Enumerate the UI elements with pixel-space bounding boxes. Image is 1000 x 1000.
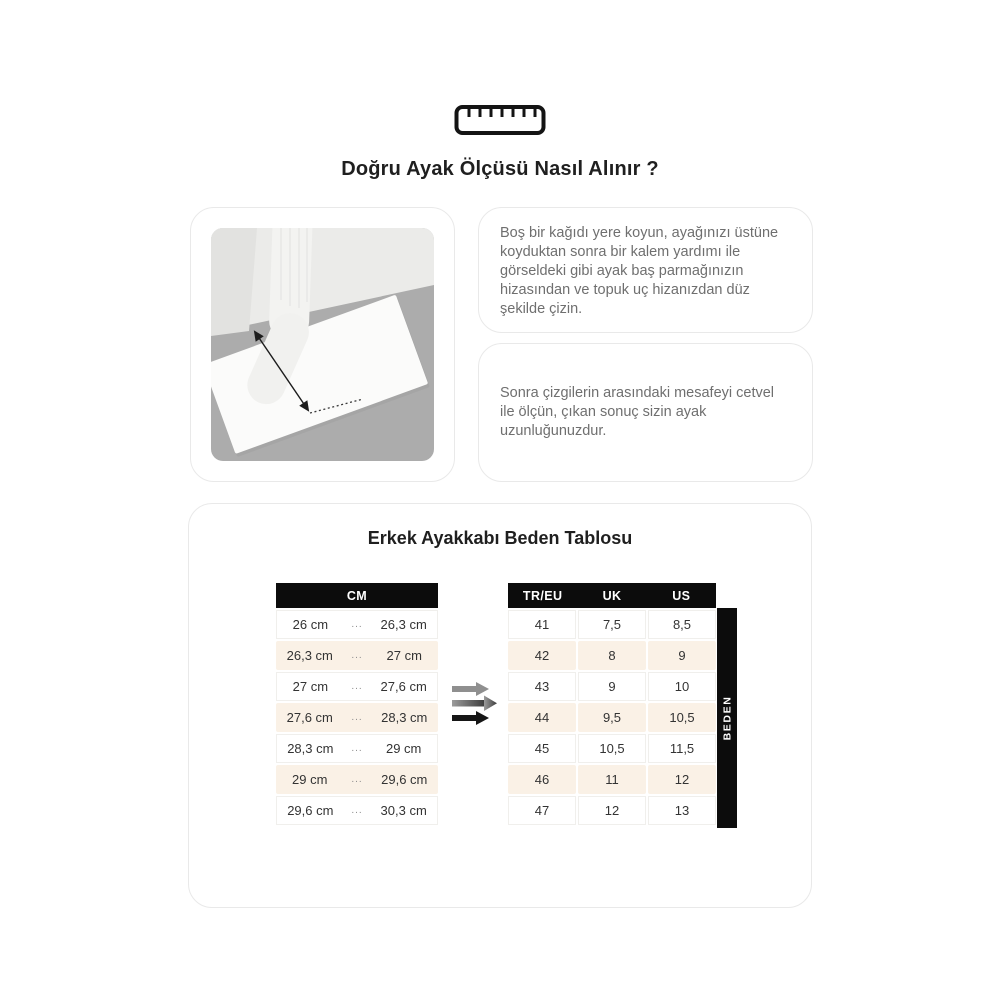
size-row: 47 12 13 — [508, 796, 716, 825]
size-row: 41 7,5 8,5 — [508, 610, 716, 639]
shoe-size-table — [508, 583, 716, 825]
size-row: 46 11 12 — [508, 765, 716, 794]
instruction-step-2: Sonra çizgilerin arasındaki mesafeyi cetvel ile ölçün, çıkan sonuç sizin ayak uzunluğunuzdur. — [500, 385, 775, 439]
foot-measure-photo — [211, 228, 434, 461]
cm-row: 26 cm ... 26,3 cm — [276, 610, 438, 639]
cm-table-header: CM — [276, 583, 438, 608]
ruler-icon — [0, 104, 1000, 141]
cm-range-table — [276, 583, 438, 825]
size-row: 42 8 9 — [508, 641, 716, 670]
size-table-header: UK — [602, 588, 622, 603]
size-chart-card — [188, 503, 812, 908]
size-table-header: TR/EU — [522, 588, 563, 603]
size-chart-title: Erkek Ayakkabı Beden Tablosu — [367, 528, 633, 548]
cm-row: 26,3 cm ... 27 cm — [276, 641, 438, 670]
cm-row: 29,6 cm ... 30,3 cm — [276, 796, 438, 825]
page-title: Doğru Ayak Ölçüsü Nasıl Alınır ? — [341, 158, 659, 180]
transfer-arrows-icon — [445, 677, 497, 734]
instruction-card-2 — [478, 343, 813, 482]
size-row: 44 9,5 10,5 — [508, 703, 716, 732]
cm-row: 27 cm ... 27,6 cm — [276, 672, 438, 701]
size-row: 43 9 10 — [508, 672, 716, 701]
instruction-card-1 — [478, 207, 813, 333]
instruction-step-1: Boş bir kağıdı yere koyun, ayağınızı üstüne koyduktan sonra bir kalem yardımı ile görseldeki gibi ayak baş parmağınızın hizasından ve topuk uç hizanızdan düz şekilde çizin. — [500, 225, 779, 317]
foot-measure-photo-card — [190, 207, 455, 482]
size-table-header: US — [672, 588, 691, 603]
cm-row: 27,6 cm ... 28,3 cm — [276, 703, 438, 732]
size-table-header-row — [508, 583, 716, 608]
cm-row: 29 cm ... 29,6 cm — [276, 765, 438, 794]
size-row: 45 10,5 11,5 — [508, 734, 716, 763]
cm-row: 28,3 cm ... 29 cm — [276, 734, 438, 763]
beden-side-label: BEDEN — [717, 608, 737, 828]
